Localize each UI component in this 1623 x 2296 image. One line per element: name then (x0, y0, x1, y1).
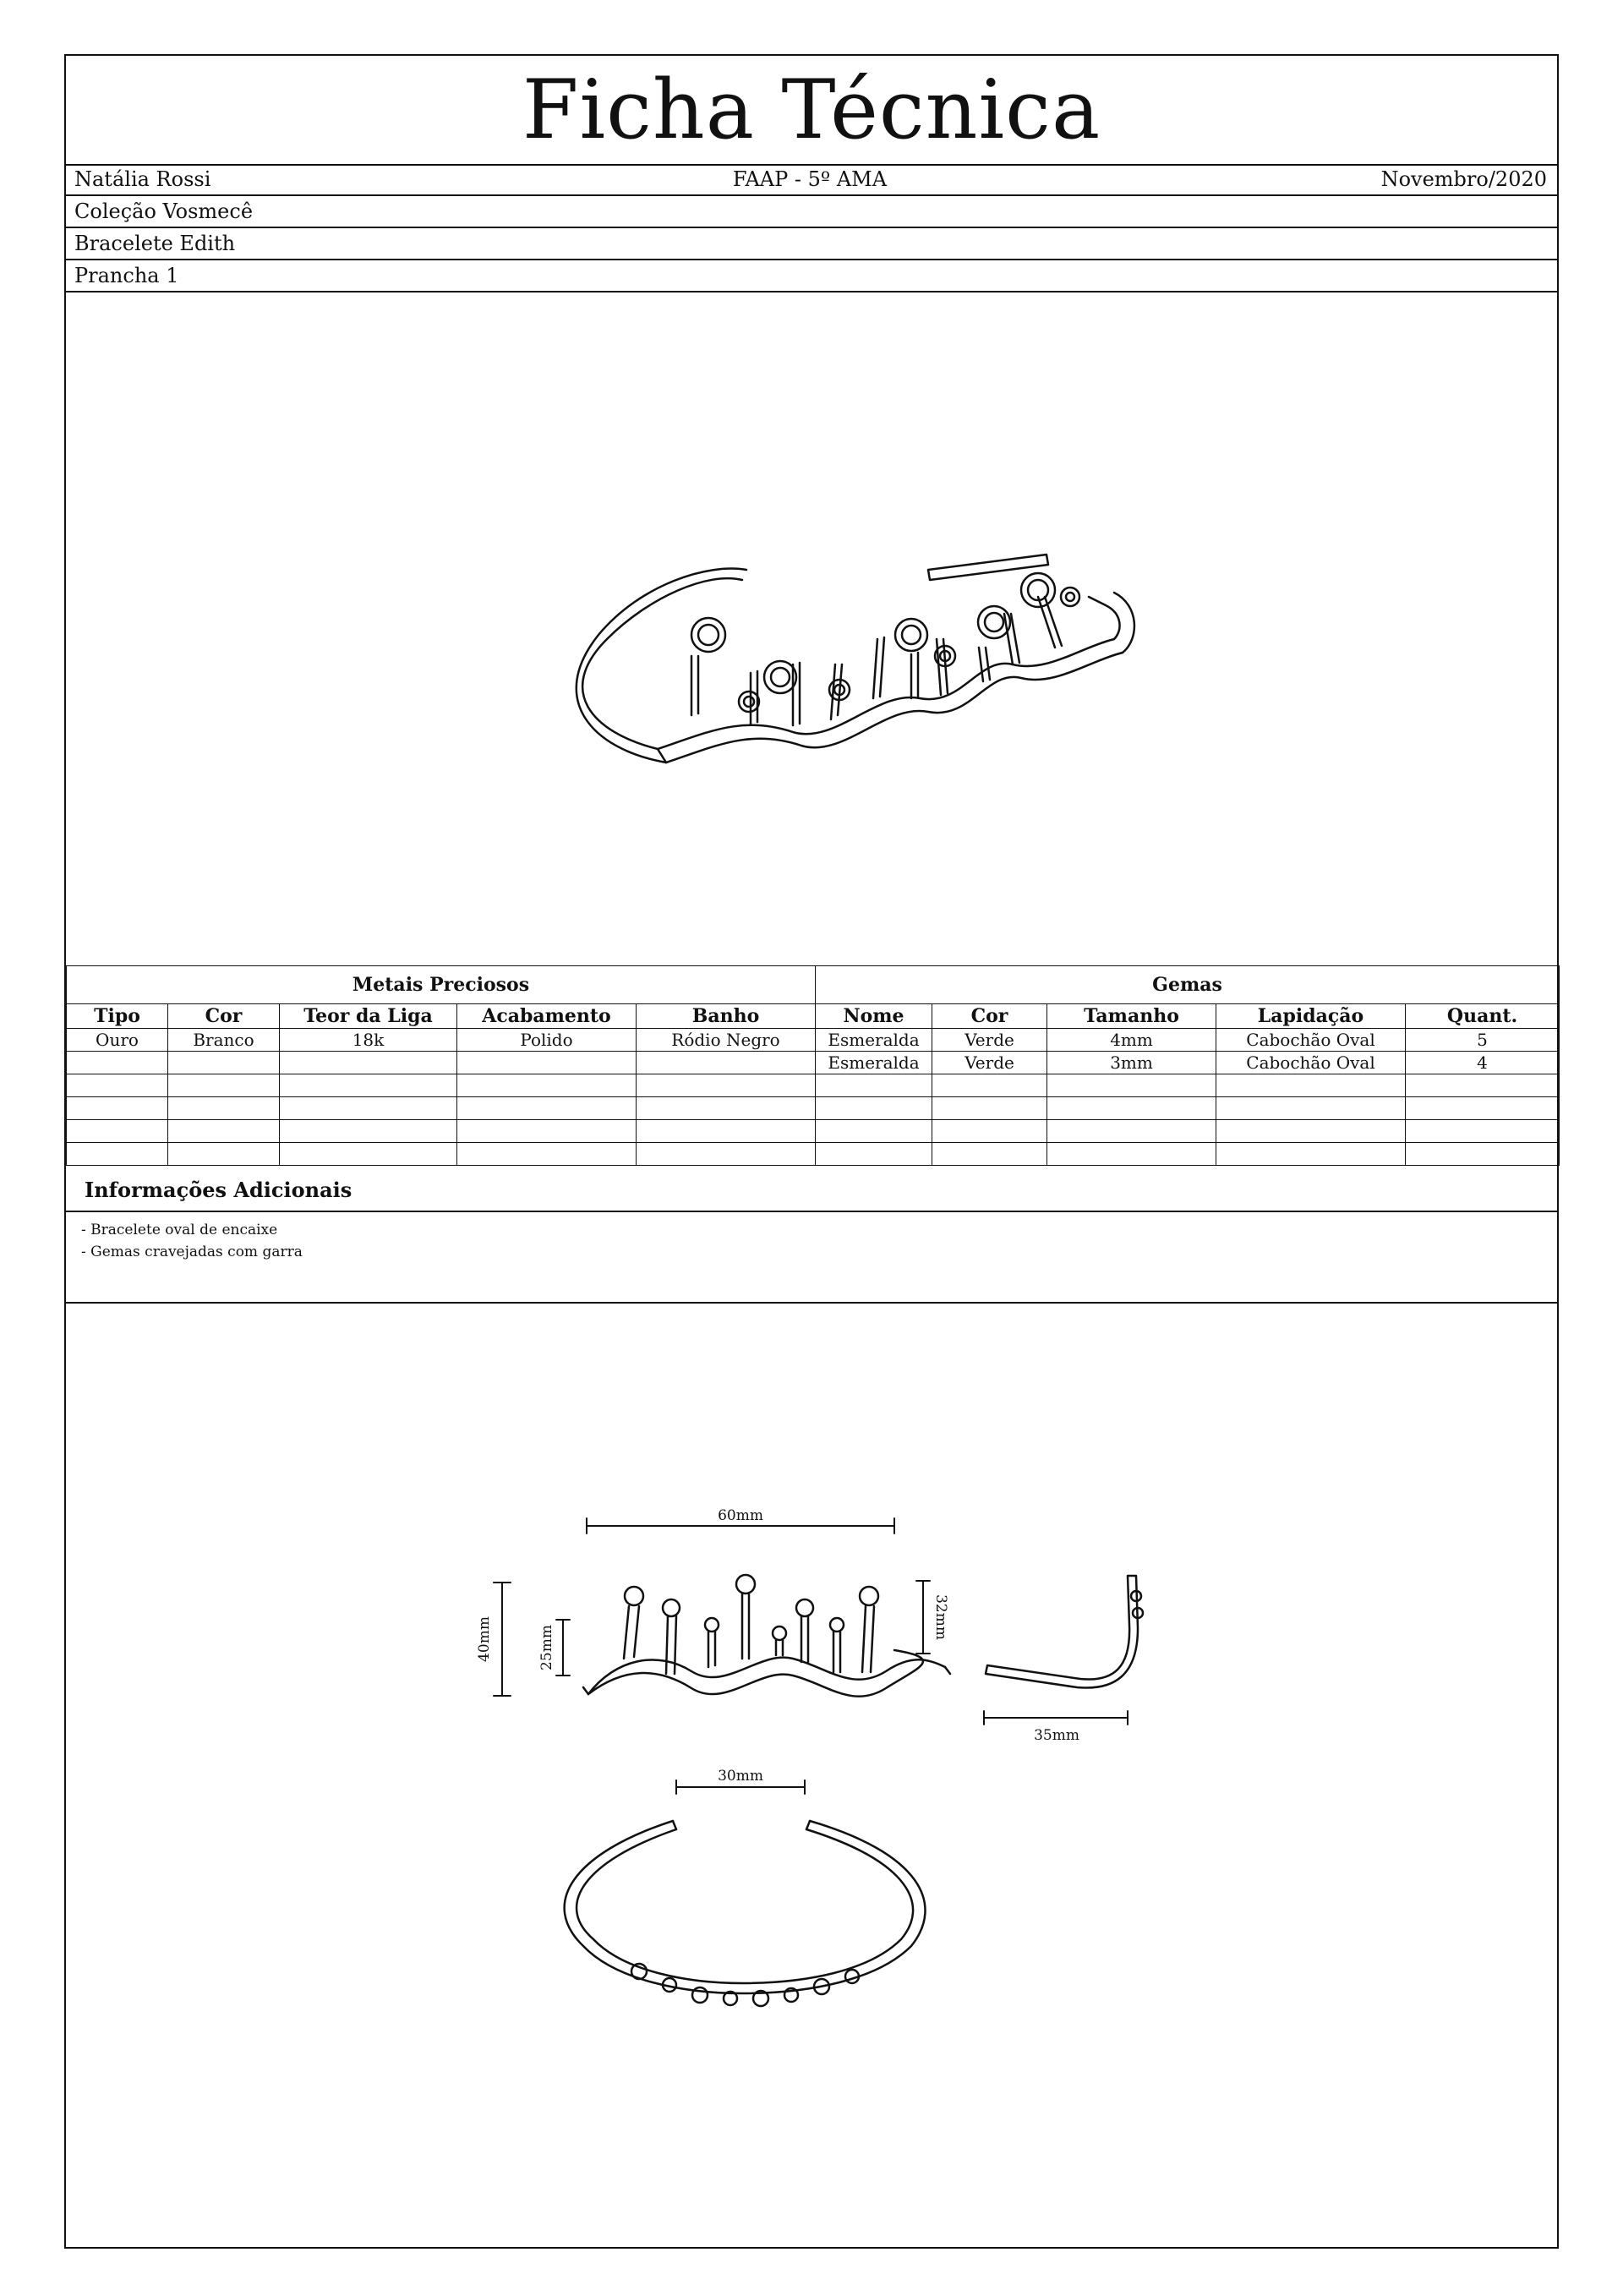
header-row-1 (66, 164, 1557, 196)
metals-cell: Ródio Negro (637, 1029, 816, 1052)
author-name: Natália Rossi (74, 167, 211, 191)
course-label: FAAP - 5º AMA (732, 167, 888, 191)
metals-cell (168, 1052, 280, 1074)
metals-cell (168, 1097, 280, 1120)
table-row (67, 1029, 1560, 1052)
metals-col-header: Cor (168, 1004, 280, 1029)
metals-col-header: Teor da Liga (280, 1004, 457, 1029)
table-row (67, 1052, 1560, 1074)
collection-name: Coleção Vosmecê (74, 200, 254, 223)
metals-cell (280, 1074, 457, 1097)
gems-cell (1216, 1143, 1406, 1166)
metals-cell (67, 1143, 168, 1166)
metals-cell (280, 1097, 457, 1120)
gems-cell (1406, 1097, 1560, 1120)
metals-cell (637, 1052, 816, 1074)
gems-cell: Esmeralda (816, 1029, 932, 1052)
metals-cell (637, 1143, 816, 1166)
gems-cell (1216, 1074, 1406, 1097)
gems-col-header: Tamanho (1047, 1004, 1216, 1029)
additional-info-line: - Bracelete oval de encaixe (81, 1222, 278, 1238)
metals-col-header: Acabamento (457, 1004, 637, 1029)
gems-cell (1047, 1074, 1216, 1097)
dim-opening-label: 30mm (718, 1768, 763, 1785)
materials-table-body (67, 1029, 1560, 1166)
metals-cell (457, 1120, 637, 1143)
gems-cell (932, 1143, 1047, 1166)
gems-cell (1047, 1097, 1216, 1120)
gems-cell: 5 (1406, 1029, 1560, 1052)
gems-cell (1216, 1120, 1406, 1143)
gems-cell (1047, 1120, 1216, 1143)
gems-col-header: Quant. (1406, 1004, 1560, 1029)
technical-views-drawing (66, 1304, 1557, 2247)
gems-cell (932, 1120, 1047, 1143)
header-row-4 (66, 260, 1557, 292)
gems-cell (816, 1143, 932, 1166)
metals-cell (280, 1052, 457, 1074)
metals-cell (67, 1074, 168, 1097)
bracelet-perspective-drawing (66, 292, 1557, 965)
table-row (67, 1074, 1560, 1097)
gems-cell: 3mm (1047, 1052, 1216, 1074)
metals-cell (67, 1097, 168, 1120)
date-label: Novembro/2020 (1380, 167, 1547, 191)
additional-info-line: - Gemas cravejadas com garra (81, 1244, 303, 1260)
dim-depth-label: 35mm (1034, 1727, 1079, 1744)
metals-cell (637, 1074, 816, 1097)
dim-base-height-label: 25mm (538, 1625, 555, 1670)
metals-cell: Branco (168, 1029, 280, 1052)
top-view (565, 1821, 926, 1993)
gems-group-header: Gemas (816, 966, 1560, 1004)
gems-cell (816, 1074, 932, 1097)
metals-cell: Ouro (67, 1029, 168, 1052)
page-title: Ficha Técnica (66, 56, 1557, 166)
metals-cell (67, 1052, 168, 1074)
board-label: Prancha 1 (74, 264, 179, 287)
metals-cell (67, 1120, 168, 1143)
gems-cell: Esmeralda (816, 1052, 932, 1074)
table-row (67, 1120, 1560, 1143)
metals-group-header: Metais Preciosos (67, 966, 816, 1004)
metals-cell: Polido (457, 1029, 637, 1052)
metals-cell (168, 1120, 280, 1143)
gems-cell: 4mm (1047, 1029, 1216, 1052)
metals-cell (457, 1143, 637, 1166)
gems-cell: Verde (932, 1052, 1047, 1074)
metals-cell (637, 1120, 816, 1143)
gems-cell: Verde (932, 1029, 1047, 1052)
metals-cell (280, 1143, 457, 1166)
front-view-base (588, 1650, 923, 1697)
metals-cell (168, 1074, 280, 1097)
gems-cell (1216, 1097, 1406, 1120)
additional-info-heading: Informações Adicionais (66, 1168, 1557, 1212)
metals-cell (457, 1074, 637, 1097)
gems-cell: Cabochão Oval (1216, 1052, 1406, 1074)
metals-col-header: Banho (637, 1004, 816, 1029)
gems-cell: Cabochão Oval (1216, 1029, 1406, 1052)
metals-cell (280, 1120, 457, 1143)
metals-cell (457, 1097, 637, 1120)
header-row-3 (66, 228, 1557, 260)
dim-prong-height-label: 32mm (932, 1594, 949, 1640)
tech-sheet (64, 54, 1559, 2249)
table-row (67, 1097, 1560, 1120)
gems-cell (932, 1097, 1047, 1120)
header-row-2 (66, 196, 1557, 228)
gems-cell (1406, 1074, 1560, 1097)
gems-cell (932, 1074, 1047, 1097)
gems-col-header: Nome (816, 1004, 932, 1029)
metals-cell (457, 1052, 637, 1074)
gems-cell (1047, 1143, 1216, 1166)
metals-cell: 18k (280, 1029, 457, 1052)
gems-cell (1406, 1143, 1560, 1166)
table-row (67, 1143, 1560, 1166)
metals-col-header: Tipo (67, 1004, 168, 1029)
piece-name: Bracelete Edith (74, 232, 236, 255)
additional-info-body (66, 1212, 1557, 1304)
gems-cell (816, 1097, 932, 1120)
dim-total-height-label: 40mm (476, 1616, 493, 1662)
materials-table (66, 965, 1560, 1166)
metals-cell (637, 1097, 816, 1120)
gems-cell (1406, 1120, 1560, 1143)
gems-cell: 4 (1406, 1052, 1560, 1074)
side-view (986, 1576, 1138, 1688)
metals-cell (168, 1143, 280, 1166)
dim-width-label: 60mm (718, 1507, 763, 1524)
gems-col-header: Cor (932, 1004, 1047, 1029)
gems-col-header: Lapidação (1216, 1004, 1406, 1029)
gems-cell (816, 1120, 932, 1143)
